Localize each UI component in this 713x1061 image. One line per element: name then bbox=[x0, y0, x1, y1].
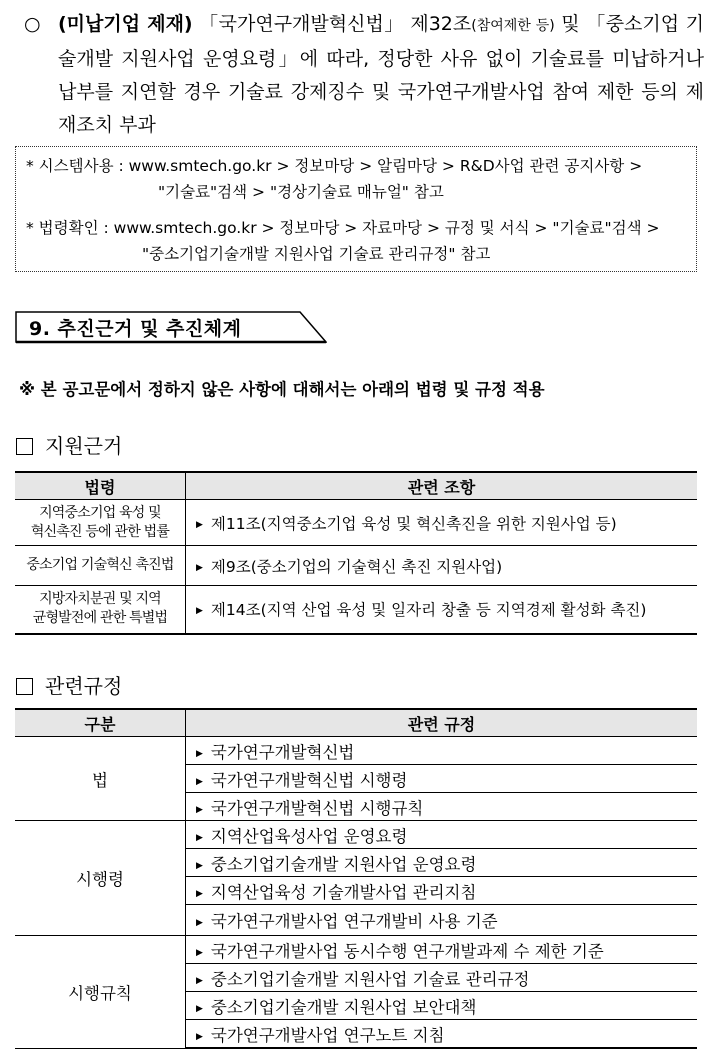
note-line-law-cont: "중소기업기술개발 지원사업 기술료 관리규정" 참고 bbox=[142, 245, 491, 263]
table-row bbox=[15, 737, 697, 765]
paragraph-text-b: 및 「중소기업 기술개발 지원사업 운영요령」에 따라, 정당한 사유 없이 기술료를 미납하거나 납부를 지연할 경우 기술료 강제징수 및 국가연구개발사업 참여 제한 등의 제재조치 부과 bbox=[58, 13, 705, 136]
table-row bbox=[15, 500, 697, 546]
category-cell: 시행령 bbox=[15, 821, 186, 936]
category-cell: 시행규칙 bbox=[15, 936, 186, 1049]
support-heading-label: 지원근거 bbox=[45, 434, 123, 458]
support-col-article: 관련 조항 bbox=[186, 472, 698, 500]
triangle-right-icon: ▶ bbox=[196, 519, 203, 530]
support-heading bbox=[16, 430, 122, 459]
table-row bbox=[15, 546, 697, 586]
law-name: 지방자치분권 및 지역 균형발전에 관한 특별법 bbox=[15, 586, 186, 634]
paragraph-text-small: (참여제한 등) bbox=[471, 18, 555, 34]
regulation-item: ▶ 국가연구개발사업 연구노트 지침 bbox=[186, 1020, 698, 1049]
empty-square-icon bbox=[16, 678, 33, 695]
triangle-right-icon: ▶ bbox=[196, 947, 203, 958]
regulation-item: ▶ 국가연구개발혁신법 시행령 bbox=[186, 765, 698, 793]
law-name: 중소기업 기술혁신 촉진법 bbox=[15, 546, 186, 586]
sanction-paragraph bbox=[24, 8, 704, 142]
apply-note: ※ 본 공고문에서 정하지 않은 사항에 대해서는 아래의 법령 및 규정 적용 bbox=[19, 380, 545, 399]
support-col-law: 법령 bbox=[15, 472, 186, 500]
article-cell: ▶ 제11조(지역중소기업 육성 및 혁신촉진을 위한 지원사업 등) bbox=[186, 500, 698, 546]
regulations-col-category: 구분 bbox=[15, 709, 186, 737]
regulations-col-regulation: 관련 규정 bbox=[186, 709, 698, 737]
triangle-right-icon: ▶ bbox=[196, 975, 203, 986]
paragraph-text-a: 「국가연구개발혁신법」 제32조 bbox=[192, 13, 472, 35]
regulation-item: ▶ 국가연구개발사업 동시수행 연구개발과제 수 제한 기준 bbox=[186, 936, 698, 964]
empty-square-icon bbox=[16, 438, 33, 455]
section-header bbox=[15, 311, 327, 344]
regulations-table bbox=[15, 708, 697, 1049]
regulation-item: ▶ 중소기업기술개발 지원사업 운영요령 bbox=[186, 849, 698, 877]
triangle-right-icon: ▶ bbox=[196, 804, 203, 815]
support-table bbox=[15, 471, 697, 635]
regulation-item: ▶ 중소기업기술개발 지원사업 보안대책 bbox=[186, 992, 698, 1020]
article-cell: ▶ 제9조(중소기업의 기술혁신 촉진 지원사업) bbox=[186, 546, 698, 586]
regulations-heading-label: 관련규정 bbox=[45, 674, 123, 698]
regulation-item: ▶ 국가연구개발사업 연구개발비 사용 기준 bbox=[186, 905, 698, 936]
regulation-item: ▶ 국가연구개발혁신법 시행규칙 bbox=[186, 793, 698, 821]
table-row bbox=[15, 936, 697, 964]
law-name: 지역중소기업 육성 및 혁신촉진 등에 관한 법률 bbox=[15, 500, 186, 546]
section-title: 9. 추진근거 및 추진체계 bbox=[29, 318, 242, 340]
triangle-right-icon: ▶ bbox=[196, 606, 203, 617]
note-line-law: * 법령확인 : www.smtech.go.kr > 정보마당 > 자료마당 > 규정 및 서식 > "기술료"검색 > bbox=[26, 219, 660, 237]
note-line-system: * 시스템사용 : www.smtech.go.kr > 정보마당 > 알림마당 > R&D사업 관련 공지사항 > bbox=[26, 157, 643, 175]
category-cell: 법 bbox=[15, 737, 186, 821]
triangle-right-icon: ▶ bbox=[196, 832, 203, 843]
triangle-right-icon: ▶ bbox=[196, 562, 203, 573]
note-line-system-cont: "기술료"검색 > "경상기술료 매뉴얼" 참고 bbox=[158, 183, 444, 201]
triangle-right-icon: ▶ bbox=[196, 776, 203, 787]
table-row bbox=[15, 821, 697, 849]
regulation-item: ▶ 중소기업기술개발 지원사업 기술료 관리규정 bbox=[186, 964, 698, 992]
triangle-right-icon: ▶ bbox=[196, 1003, 203, 1014]
circle-bullet-icon: ○ bbox=[24, 13, 41, 35]
triangle-right-icon: ▶ bbox=[196, 748, 203, 759]
triangle-right-icon: ▶ bbox=[196, 1031, 203, 1042]
reference-note-box bbox=[15, 146, 697, 272]
regulations-heading bbox=[16, 670, 122, 699]
regulation-item: ▶ 지역산업육성사업 운영요령 bbox=[186, 821, 698, 849]
triangle-right-icon: ▶ bbox=[196, 918, 203, 928]
regulation-item: ▶ 국가연구개발혁신법 bbox=[186, 737, 698, 765]
triangle-right-icon: ▶ bbox=[196, 860, 203, 871]
table-row bbox=[15, 586, 697, 634]
regulation-item: ▶ 지역산업육성 기술개발사업 관리지침 bbox=[186, 877, 698, 905]
paragraph-head: (미납기업 제재) bbox=[58, 13, 193, 35]
triangle-right-icon: ▶ bbox=[196, 888, 203, 899]
article-cell: ▶ 제14조(지역 산업 육성 및 일자리 창출 등 지역경제 활성화 촉진) bbox=[186, 586, 698, 634]
